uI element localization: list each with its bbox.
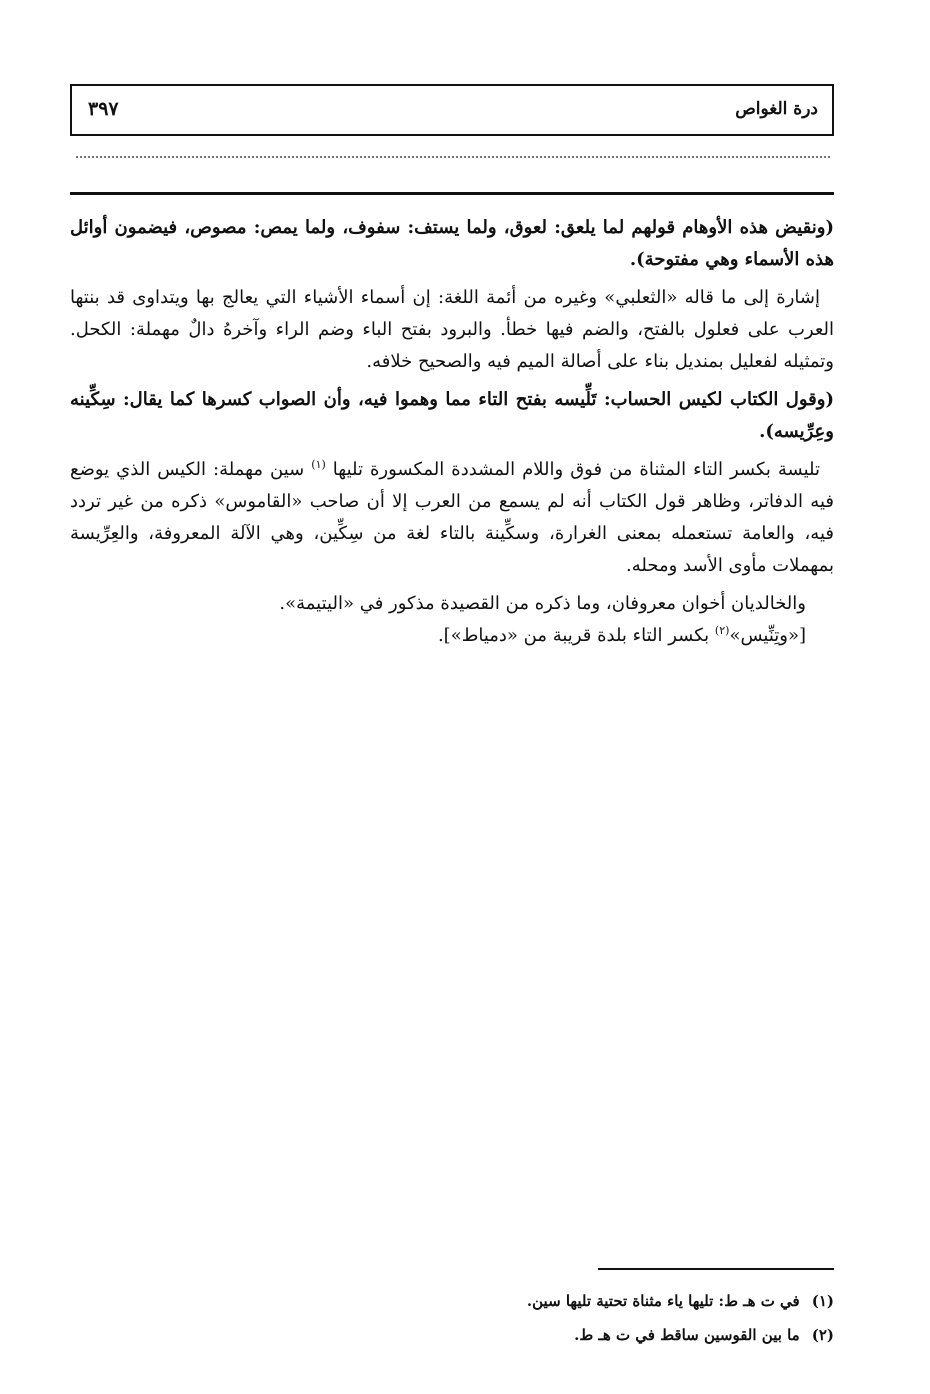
running-header <box>70 84 834 136</box>
footnotes <box>70 1284 834 1352</box>
footnote-number: (٢) <box>811 1326 834 1344</box>
footnote-1 <box>70 1284 834 1318</box>
footnote-2 <box>70 1318 834 1352</box>
commentary-paragraph-1: إشارة إلى ما قاله «الثعلبي» وغيره من أئمة اللغة: إن أسماء الأشياء التي يعالج بها ويتداوى قد بنتها العرب على فعلول بالفتح، والضم فيها خطأ. والبرود بفتح الباء وضم الراء وآخرهُ دالٌ مهملة: الكحل. وتمثيله لفعليل بمنديل بناء على أصالة الميم فيه والصحيح خلافه. <box>70 287 834 372</box>
commentary-text: [«وتِنِّيس» <box>729 625 806 646</box>
main-text <box>70 212 834 652</box>
page-number: ٣٩٧ <box>88 98 119 120</box>
footnote-number: (١) <box>811 1292 834 1310</box>
header-rule <box>70 192 834 195</box>
commentary-paragraph-4 <box>70 620 834 652</box>
footnote-ref-2[interactable]: (٢) <box>714 624 730 637</box>
footnote-ref-1[interactable]: (١) <box>311 458 326 471</box>
dotted-separator <box>76 156 830 158</box>
footnote-text: ما بين القوسين ساقط في ت هـ ط. <box>574 1326 800 1344</box>
commentary-paragraph-3: والخالديان أخوان معروفان، وما ذكره من القصيدة مذكور في «اليتيمة». <box>279 593 806 614</box>
commentary-text: بكسر التاء بلدة قريبة من «دمياط»]. <box>437 625 710 646</box>
book-title: درة الغواص <box>735 99 818 119</box>
footnote-text: في ت هـ ط: تليها ياء مثناة تحتية تليها سين. <box>526 1292 800 1310</box>
footnote-rule <box>598 1268 834 1270</box>
commentary-text: سين مهملة: الكيس الذي يوضع فيه الدفاتر، وظاهر قول الكتاب أنه لم يسمع من العرب إلا أن صاحب «القاموس» ذكره من غير تردد فيه، والعامة تستعمله بمعنى الغرارة، وسكِّينة بالتاء لغة من سِكِّين، وهي الآلة المعروفة، والعِرِّيسة بمهملات مأوى الأسد ومحله. <box>70 459 834 576</box>
commentary-paragraph-2 <box>70 454 834 582</box>
quoted-passage-2: (وقول الكتاب لكيس الحساب: تَلِّيسه بفتح التاء مما وهموا فيه، وأن الصواب كسرها كما يقال: سِكِّينه وعِرِّيسه). <box>70 389 834 442</box>
commentary-text: تليسة بكسر التاء المثناة من فوق واللام المشددة المكسورة تليها <box>332 459 820 480</box>
quoted-passage-1: (ونقيض هذه الأوهام قولهم لما يلعق: لعوق، ولما يستف: سفوف، ولما يمص: مصوص، فيضمون أوائل هذه الأسماء وهي مفتوحة). <box>70 217 834 270</box>
